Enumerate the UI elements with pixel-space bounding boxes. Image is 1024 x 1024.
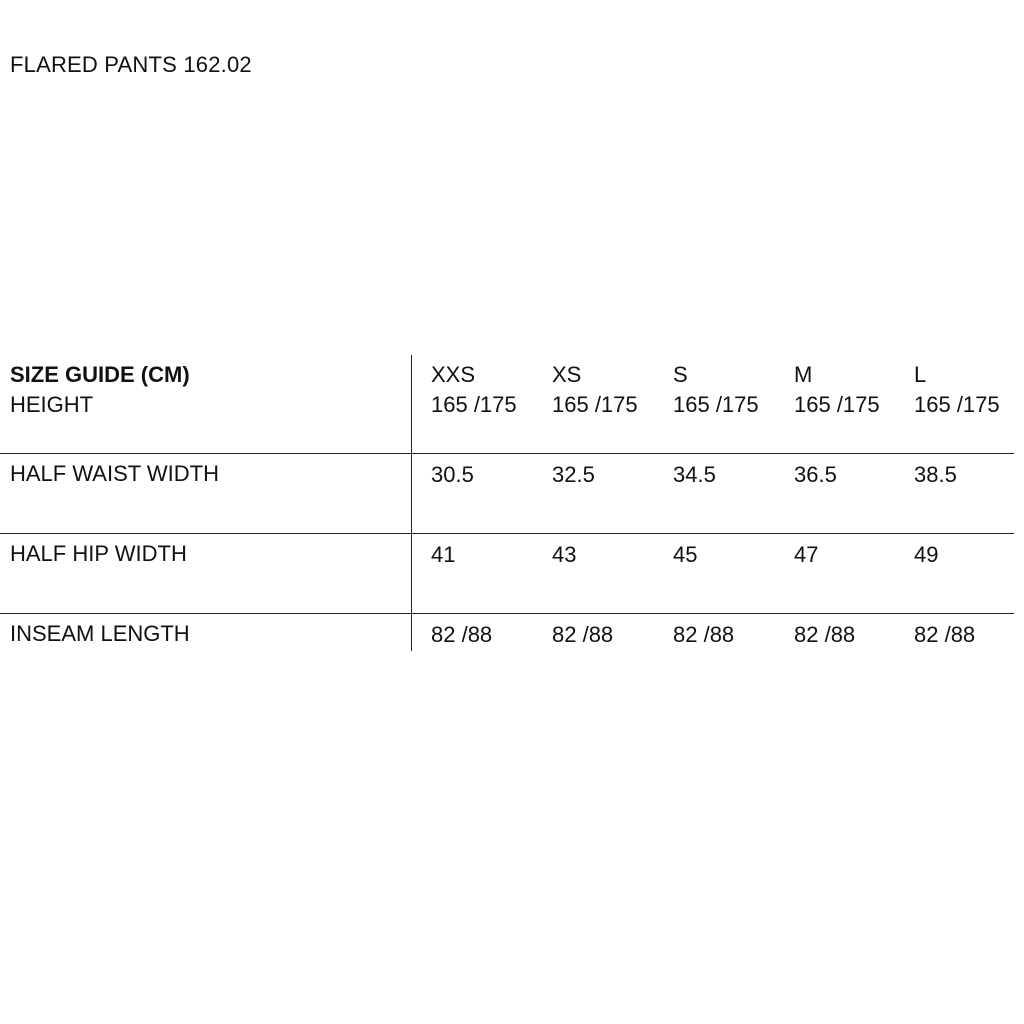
table-cell: 49 [914,542,939,567]
size-name: L [914,362,927,387]
row-label: HALF WAIST WIDTH [10,461,219,486]
size-height: 165 /175 [914,392,1000,417]
size-guide-table [0,355,1014,652]
size-guide-title: SIZE GUIDE (CM) [10,362,190,387]
table-cell: 41 [431,542,456,567]
table-cell: 82 /88 [552,622,614,647]
size-height: 165 /175 [794,392,880,417]
table-cell: 38.5 [914,462,957,487]
header-label-cell [10,360,190,420]
size-name: S [673,362,688,387]
size-column-m [794,360,880,420]
height-label: HEIGHT [10,392,94,417]
product-title: FLARED PANTS 162.02 [10,52,252,77]
size-column-s [673,360,759,420]
size-height: 165 /175 [673,392,759,417]
table-cell: 30.5 [431,462,474,487]
size-height: 165 /175 [431,392,517,417]
table-cell: 36.5 [794,462,837,487]
table-cell: 32.5 [552,462,595,487]
table-row-half-waist-width [0,454,1014,534]
table-cell: 34.5 [673,462,716,487]
row-label: INSEAM LENGTH [10,621,190,646]
row-label: HALF HIP WIDTH [10,541,187,566]
size-name: XS [552,362,582,387]
table-cell: 82 /88 [914,622,976,647]
size-height: 165 /175 [552,392,638,417]
size-name: XXS [431,362,476,387]
size-name: M [794,362,813,387]
size-column-xs [552,360,638,420]
table-cell: 82 /88 [673,622,735,647]
table-cell: 43 [552,542,577,567]
size-header-row [0,355,1014,454]
table-cell: 45 [673,542,698,567]
table-cell: 82 /88 [431,622,493,647]
size-column-l [914,360,1000,420]
table-cell: 47 [794,542,819,567]
size-column-xxs [431,360,517,420]
table-cell: 82 /88 [794,622,856,647]
table-row-inseam-length [0,614,1014,652]
table-row-half-hip-width [0,534,1014,614]
